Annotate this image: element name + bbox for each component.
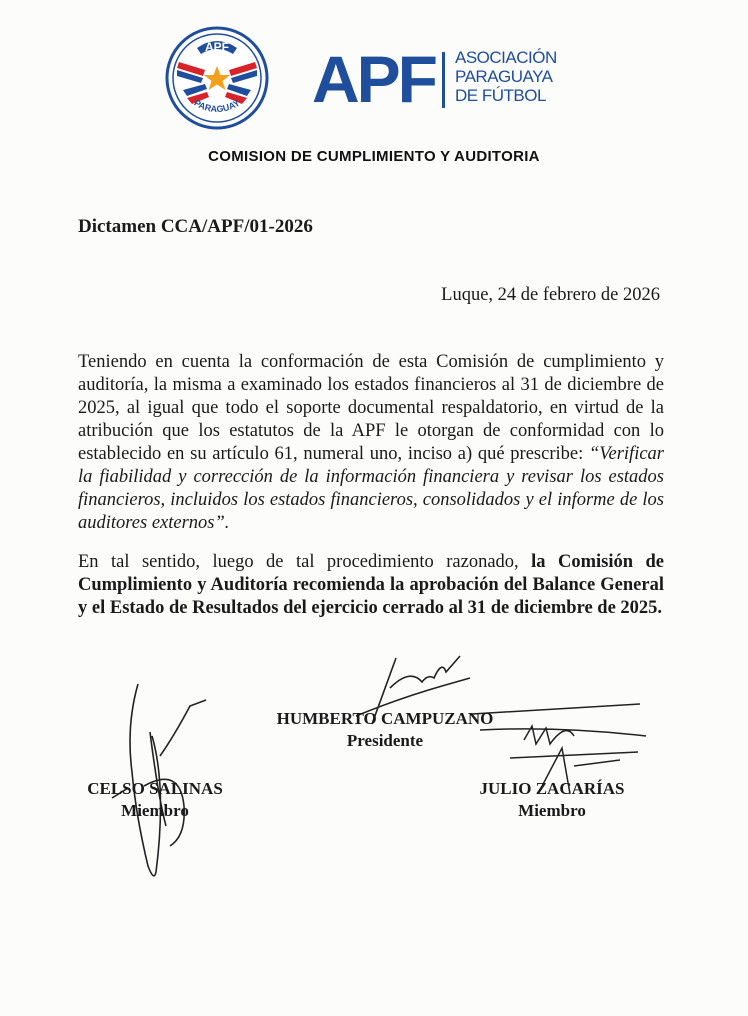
signatory-president bbox=[244, 708, 526, 752]
paragraph-1-text: Teniendo en cuenta la conformación de esta Comisión de cumplimiento y auditoría, la misma a examinado los estados financieros al 31 de diciembre de 2025, al igual que todo el soporte documental respaldatorio, en virtud de la atribución que los estatutos de la APF le otorgan de conformidad con lo establecido en su artículo 61, numeral uno, inciso a) qué prescribe: bbox=[78, 352, 664, 464]
signatory-role: Presidente bbox=[346, 731, 424, 750]
logo-divider bbox=[442, 52, 445, 108]
signatory-member-2 bbox=[462, 778, 642, 822]
signatory-name: HUMBERTO CAMPUZANO bbox=[276, 709, 494, 728]
signatory-member-1 bbox=[70, 778, 240, 822]
org-name bbox=[455, 48, 557, 105]
signatory-role: Miembro bbox=[518, 801, 586, 820]
paragraph-1 bbox=[78, 351, 664, 535]
org-name-line-1: ASOCIACIÓN bbox=[455, 48, 557, 67]
paragraph-1-quote: “Verificar la fiabilidad y corrección de la información financiera y revisar los estados financieros, incluidos los estados financieros, consolidados y el informe de los auditores externos”. bbox=[78, 444, 664, 533]
paragraph-2-text: En tal sentido, luego de tal procedimiento razonado, bbox=[78, 552, 519, 572]
apf-seal-logo bbox=[165, 26, 269, 130]
seal-bottom-text: PARAGUAY bbox=[192, 97, 242, 115]
org-name-line-3: DE FÚTBOL bbox=[455, 86, 546, 105]
paragraph-2 bbox=[78, 551, 664, 620]
signatory-name: JULIO ZACARÍAS bbox=[479, 779, 625, 798]
signatory-name: CELSO SALINAS bbox=[87, 779, 223, 798]
document-reference: Dictamen CCA/APF/01-2026 bbox=[78, 216, 313, 237]
paragraph-2-recommendation: la Comisión de Cumplimiento y Auditoría recomienda la aprobación del Balance General y el Estado de Resultados del ejercicio cerrado al 31 de diciembre de 2025. bbox=[78, 552, 664, 618]
commission-heading: COMISION DE CUMPLIMIENTO Y AUDITORIA bbox=[208, 148, 540, 165]
seal-top-text: APF bbox=[205, 40, 229, 54]
signatory-role: Miembro bbox=[121, 801, 189, 820]
org-name-line-2: PARAGUAYA bbox=[455, 67, 553, 86]
place-date: Luque, 24 de febrero de 2026 bbox=[441, 285, 660, 305]
apf-wordmark: APF bbox=[312, 42, 435, 116]
